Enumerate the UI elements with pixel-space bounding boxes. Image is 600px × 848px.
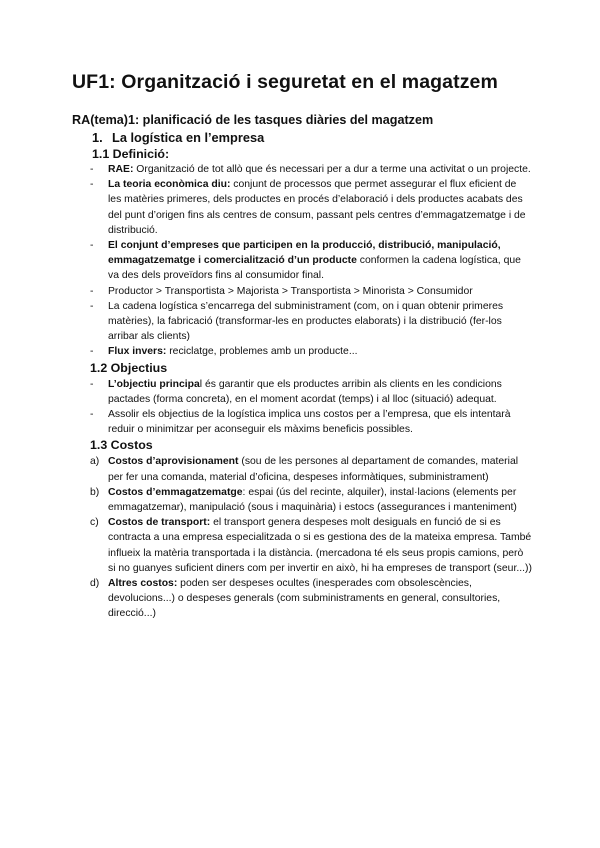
subsection-1-2-heading: 1.2 Objectius [90,360,168,375]
list-item: - La teoria econòmica diu: conjunt de processos que permet assegurar el flux eficient de les matèries primeres, dels productes en procés d’elaboració i dels productes acabats des del punt d’origen fins als centres de consum, passant pels centres d’emmagatzematge i de distribució. [90,179,526,236]
list-item: d) Altres costos: poden ser despeses ocultes (inesperades com obsolescències, devolucions...) o despeses generals (com subministraments en general, consultories, direcció...) [90,578,501,620]
subsection-1-1-heading: 1.1 Definició: [92,147,170,161]
list-item: - RAE: Organització de tot allò que és necessari per a dur a terme una activitat o un projecte. [90,164,531,175]
definicio-list [72,162,532,360]
ra-heading: RA(tema)1: planificació de les tasques diàries del magatzem [72,113,434,127]
document-body [72,129,532,622]
list-item: - Flux invers: reciclatge, problemes amb un producte... [90,346,358,358]
objectius-list [72,377,532,438]
list-item: - El conjunt d’empreses que participen en la producció, distribució, manipulació, emmagatzematge i comercialització d’un producte conformen la cadena logística, que va des dels proveïdors fins al consumidor final. [90,240,521,282]
list-item: - L’objectiu principal és garantir que els productes arribin als clients en les condicions pactades (forma concreta), en el moment acordat (temps) i al lloc (situació) adequat. [90,378,502,405]
section-1-title: La logística en l’empresa [112,130,265,145]
list-item: - Productor > Transportista > Majorista > Transportista > Minorista > Consumidor [90,285,473,297]
list-item: b) Costos d’emmagatzematge: espai (ús del recinte, alquiler), instal·lacions (elements per emmagatzemar), manipulació (sous i maquinària) i estocs (assegurances i manteniment) [90,486,517,514]
list-item: - La cadena logística s’encarrega del subministrament (com, on i quan obtenir primeres matèries), la fabricació (transformar-les en productes elaborats) i la distribució (fer-los arribar als clients) [90,300,504,343]
section-1-heading [72,129,532,146]
list-item: - Assolir els objectius de la logística implica uns costos per a l’empresa, que els intentarà reduir o minimitzar per aconseguir els màxims beneficis possibles. [90,409,511,436]
subsection-1-3-heading: 1.3 Costos [90,438,153,453]
list-item: c) Costos de transport: el transport genera despeses molt desiguals en funció de si es contracta a una empresa especialitzada o si es gestiona des de la mateixa empresa. També influeix la matèria transportada i la distància. (mercadona té els seus propis camions, però si no guanyes suficient diners com per invertir en això, hi ha empreses de transport (seur...)) [90,517,532,574]
section-1-number: 1. [92,130,103,145]
list-item: a) Costos d’aprovisionament (sou de les persones al departament de comandes, material per fer una comanda, material d’oficina, despeses informàtiques, subministrament) [90,456,519,483]
document-title: UF1: Organització i seguretat en el magatzem [72,71,498,93]
costos-list [72,454,532,621]
